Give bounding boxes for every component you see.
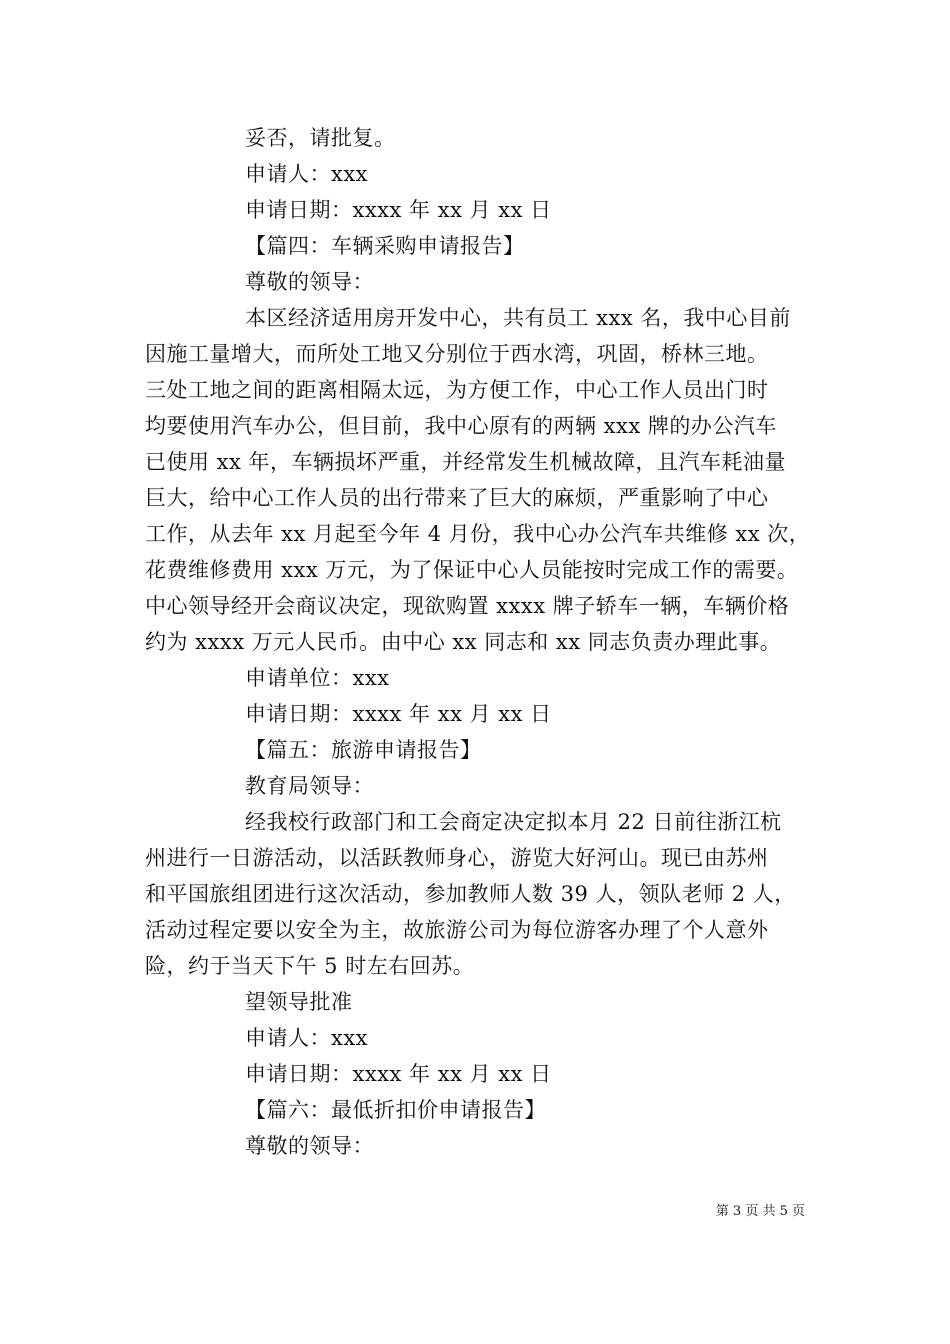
text-line: 妥否，请批复。 [245,126,396,150]
text-line: 申请人：xxx [245,1026,369,1050]
paragraph-line: 经我校行政部门和工会商定决定拟本月 22 日前往浙江杭 [245,810,782,834]
text-line: 尊敬的领导： [245,270,374,294]
paragraph-line: 已使用 xx 年，车辆损坏严重，并经常发生机械故障，且汽车耗油量 [145,450,787,474]
paragraph-line: 花费维修费用 xxx 万元，为了保证中心人员能按时完成工作的需要。 [145,558,799,582]
paragraph-line: 巨大，给中心工作人员的出行带来了巨大的麻烦，严重影响了中心 [145,486,769,510]
paragraph-line: 三处工地之间的距离相隔太远，为方便工作，中心工作人员出门时 [145,378,769,402]
paragraph-line: 因施工量增大，而所处工地又分别位于西水湾，巩固，桥林三地。 [145,342,769,366]
text-line: 望领导批准 [245,990,353,1014]
text-line: 申请单位：xxx [245,666,390,690]
text-line: 尊敬的领导： [245,1134,374,1158]
text-line: 申请日期：xxxx 年 xx 月 xx 日 [245,1062,552,1086]
paragraph-line: 本区经济适用房开发中心，共有员工 xxx 名，我中心目前 [245,306,791,330]
text-line: 申请日期：xxxx 年 xx 月 xx 日 [245,198,552,222]
paragraph-line: 均要使用汽车办公，但目前，我中心原有的两辆 xxx 牌的办公汽车 [145,414,777,438]
text-line: 申请人：xxx [245,162,369,186]
paragraph-line: 工作，从去年 xx 月起至今年 4 月份，我中心办公汽车共维修 xx 次， [145,522,811,546]
paragraph-line: 险，约于当天下午 5 时左右回苏。 [145,954,475,978]
section-heading: 【篇四：车辆采购申请报告】 [245,234,525,258]
paragraph-line: 中心领导经开会商议决定，现欲购置 xxxx 牌子轿车一辆，车辆价格 [145,594,790,618]
paragraph-line: 州进行一日游活动，以活跃教师身心，游览大好河山。现已由苏州 [145,846,769,870]
section-heading: 【篇五：旅游申请报告】 [245,738,482,762]
paragraph-line: 活动过程定要以安全为主，故旅游公司为每位游客办理了个人意外 [145,918,769,942]
paragraph-line: 约为 xxxx 万元人民币。由中心 xx 同志和 xx 同志负责办理此事。 [145,630,782,654]
paragraph-line: 和平国旅组团进行这次活动，参加教师人数 39 人，领队老师 2 人， [145,882,796,906]
text-line: 教育局领导： [245,774,374,798]
page-number: 第 3 页 共 5 页 [715,1204,805,1219]
section-heading: 【篇六：最低折扣价申请报告】 [245,1098,546,1122]
text-line: 申请日期：xxxx 年 xx 月 xx 日 [245,702,552,726]
